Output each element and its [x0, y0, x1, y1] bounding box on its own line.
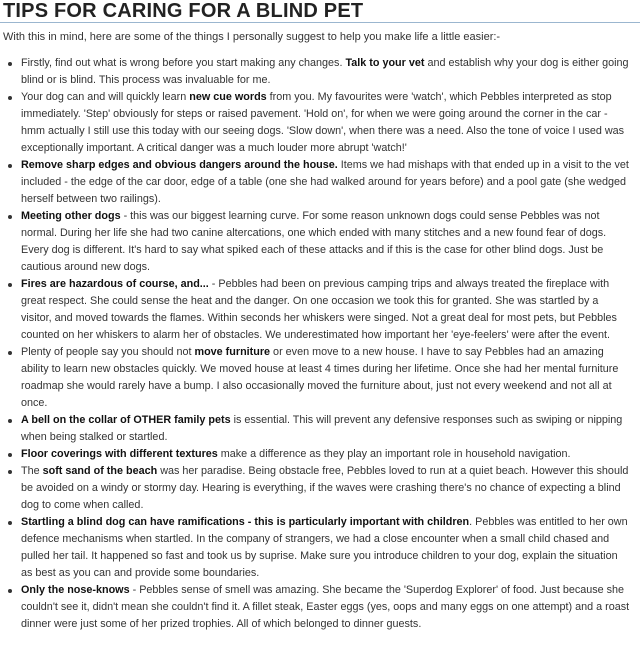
tip-highlight: Talk to your vet [345, 57, 425, 69]
tip-highlight: Fires are hazardous of course, and... [21, 278, 209, 290]
tip-highlight: move furniture [194, 346, 271, 358]
tip-text: from you. My favourites were 'watch', which Pebbles interpreted as stop immediately. 'Step' obviously for steps or raised pavement. 'Hold on', for when we were going around the corner in the car - hmm actually I still use this today with our seeing dogs. 'Slow down', when there was a need. Also the tone of voice I used was exceptionally important. A critical danger was a much louder more abrupt 'watch!' [21, 91, 625, 154]
tip-text: Your dog can and will quickly learn [21, 91, 190, 103]
title-divider [0, 22, 640, 23]
tip-highlight: soft sand of the beach [42, 465, 158, 477]
list-item [21, 463, 631, 514]
tip-highlight: Remove sharp edges and obvious dangers around the house. [21, 159, 338, 171]
tip-highlight: Startling a blind dog can have ramifications - this is particularly important with children [21, 516, 470, 528]
tip-text: and establish why your dog is either going blind or is blind. This process was invaluable for me. [21, 57, 629, 86]
tip-text: make a difference as they play an important role in household navigation. [217, 448, 571, 460]
tip-text: - Pebbles sense of smell was amazing. She became the 'Superdog Explorer' of food. Just because she couldn't see it, didn't mean she couldn't find it. A fillet steak, Easter eggs (yes, oops and many eggs on one attempt) and a roast dinner were just some of her prized trophies. All of which belonged to dinner guests. [21, 584, 630, 630]
tip-highlight: new cue words [189, 91, 267, 103]
list-item [21, 344, 631, 412]
tip-text: - Pebbles had been on previous camping trips and always treated the fireplace with great respect. She could sense the heat and the danger. On one occasion we took this for granted. She was startled by a visitor, and moved towards the flames. Within seconds her whiskers were singed. Not a great deal for most pets, but Pebbles counted on her whiskers to alarm her of obstacles. We underestimated how important her 'eye-feelers' were after the event. [21, 278, 617, 341]
tip-text: or even move to a new house. I have to say Pebbles had an amazing ability to learn new obstacles quickly. We moved house at least 4 times during her lifetime. Once she had her mental furniture roadmap she would rarely have a bump. I also occasionally moved the furniture about, just not every weekend and not all at once. [21, 346, 619, 409]
list-item [21, 157, 631, 208]
list-item [21, 446, 631, 463]
list-item [21, 582, 631, 633]
list-item [21, 208, 631, 276]
tip-text: . Pebbles was entitled to her own defence mechanisms when startled. In the company of strangers, we had a close encounter when a small child chased and pulled her tail. It happened so fast and took us by suprise. Make sure you introduce children to your dog, explain the situation as best as you can and provide some boundaries. [21, 516, 628, 579]
tip-highlight: Floor coverings with different textures [21, 448, 218, 460]
list-item [21, 276, 631, 344]
tip-text: The [21, 465, 43, 477]
tip-highlight: Only the nose-knows [21, 584, 130, 596]
page-title: TIPS FOR CARING FOR A BLIND PET [3, 0, 364, 22]
tip-text: Firstly, find out what is wrong before you start making any changes. [21, 57, 346, 69]
tip-text: is essential. This will prevent any defensive responses such as swiping or nipping when being stalked or startled. [21, 414, 623, 443]
tip-highlight: Meeting other dogs [21, 210, 121, 222]
tips-list [0, 55, 640, 633]
tip-highlight: A bell on the collar of OTHER family pets [21, 414, 231, 426]
tip-text: Items we had mishaps with that ended up in a visit to the vet included - the edge of the car door, edge of a table (one she had walked around for years before) and a pool gate (she wedged herself between two railings). [21, 159, 629, 205]
list-item [21, 514, 631, 582]
tip-text: - this was our biggest learning curve. For some reason unknown dogs could sense Pebbles was not normal. During her life she had two canine altercations, one which ended with many stitches and a new found fear of dogs. Every dog is different. It's hard to say what spiked each of these attacks and if this is the case for other blind dogs. Just be cautious around new dogs. [21, 210, 607, 273]
list-item [21, 412, 631, 446]
intro-paragraph: With this in mind, here are some of the things I personally suggest to help you make life a little easier:- [3, 31, 501, 43]
tip-text: Plenty of people say you should not [21, 346, 195, 358]
list-item [21, 89, 631, 157]
tip-text: was her paradise. Being obstacle free, Pebbles loved to run at a quiet beach. However this should be avoided on a windy or stormy day. Hearing is everything, if the waves were crashing there's no chance of expecting a blind dog to come when called. [21, 465, 629, 511]
list-item [21, 55, 631, 89]
